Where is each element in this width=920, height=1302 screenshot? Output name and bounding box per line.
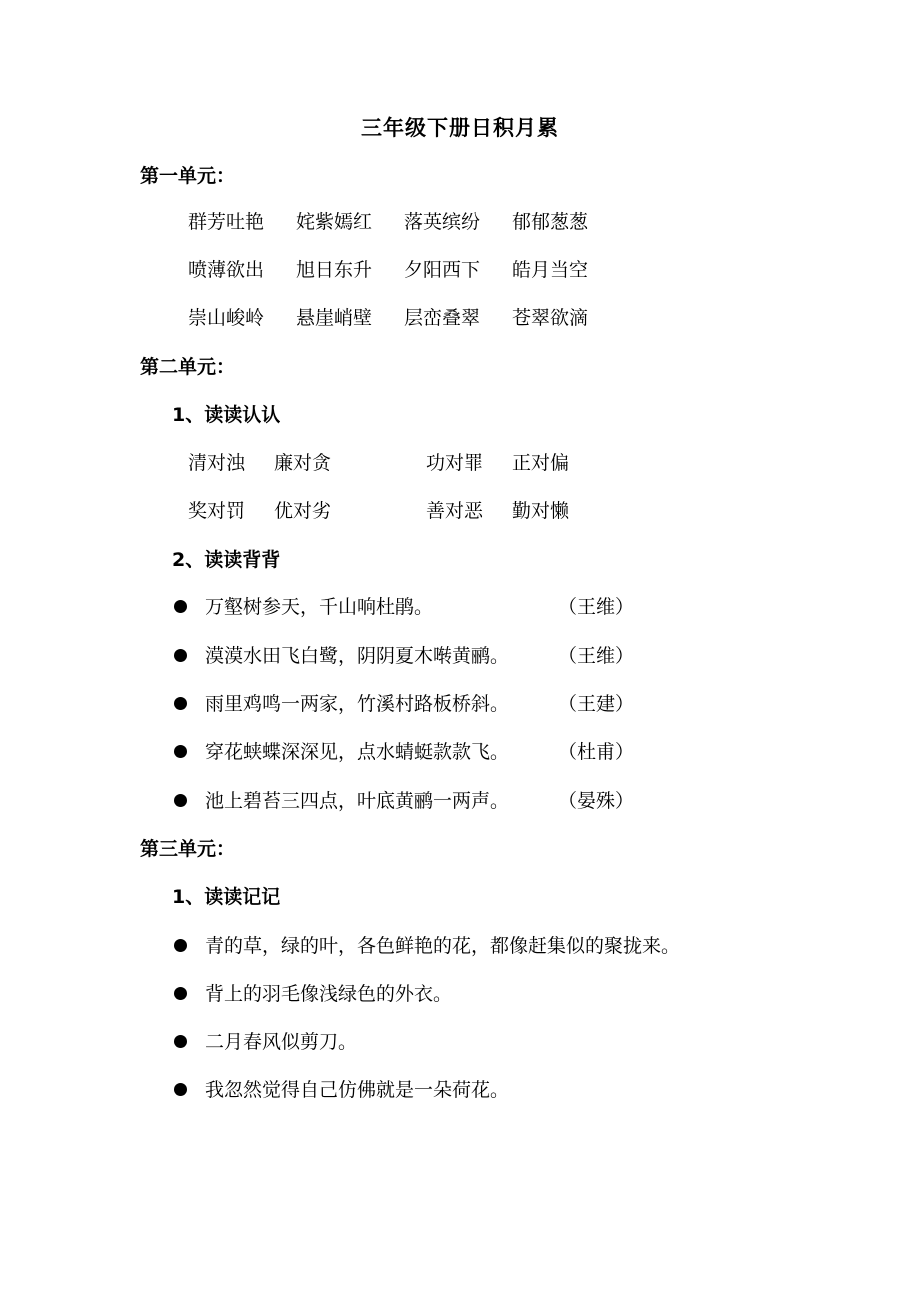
page-title: 三年级下册日积月累 bbox=[361, 116, 559, 140]
word-pair: 清对浊 bbox=[188, 452, 246, 474]
word-pair: 正对偏 bbox=[512, 452, 570, 474]
bullet-icon bbox=[174, 649, 187, 662]
word-pair: 廉对贪 bbox=[274, 452, 332, 474]
idiom: 夕阳西下 bbox=[404, 259, 481, 281]
poem-text: 万壑树参天，千山响杜鹃。 bbox=[205, 596, 434, 618]
idiom: 旭日东升 bbox=[296, 259, 373, 281]
word-pair: 优对劣 bbox=[274, 500, 332, 522]
bullet-icon bbox=[174, 697, 187, 710]
poem-text: 漠漠水田飞白鹭，阴阴夏木啭黄鹂。 bbox=[205, 645, 510, 667]
poem-text: 穿花蛱蝶深深见，点水蜻蜓款款飞。 bbox=[205, 741, 510, 763]
word-pair: 功对罪 bbox=[426, 452, 484, 474]
unit1-heading: 第一单元： bbox=[140, 165, 236, 187]
unit2-section2-heading: 2、读读背背 bbox=[172, 549, 281, 571]
bullet-icon bbox=[174, 600, 187, 613]
bullet-icon bbox=[174, 745, 187, 758]
poem-author: （王建） bbox=[558, 693, 635, 715]
word-pair: 善对恶 bbox=[426, 500, 484, 522]
unit2-heading: 第二单元： bbox=[140, 356, 236, 378]
word-pair: 勤对懒 bbox=[512, 500, 570, 522]
idiom: 苍翠欲滴 bbox=[512, 307, 589, 329]
idiom: 群芳吐艳 bbox=[188, 211, 265, 233]
unit2-section1-heading: 1、读读认认 bbox=[172, 404, 281, 426]
bullet-icon bbox=[174, 987, 187, 1000]
idiom: 悬崖峭壁 bbox=[296, 307, 373, 329]
unit3-section1-heading: 1、读读记记 bbox=[172, 886, 281, 908]
poem-author: （王维） bbox=[558, 645, 635, 667]
idiom: 姹紫嫣红 bbox=[296, 211, 373, 233]
word-pair: 奖对罚 bbox=[188, 500, 246, 522]
idiom: 皓月当空 bbox=[512, 259, 589, 281]
sentence-text: 青的草，绿的叶，各色鲜艳的花，都像赶集似的聚拢来。 bbox=[205, 935, 681, 957]
idiom: 喷薄欲出 bbox=[188, 259, 265, 281]
poem-text: 雨里鸡鸣一两家，竹溪村路板桥斜。 bbox=[205, 693, 510, 715]
bullet-icon bbox=[174, 1035, 187, 1048]
idiom: 郁郁葱葱 bbox=[512, 211, 589, 233]
idiom: 崇山峻岭 bbox=[188, 307, 265, 329]
bullet-icon bbox=[174, 1083, 187, 1096]
idiom: 落英缤纷 bbox=[404, 211, 481, 233]
sentence-text: 背上的羽毛像浅绿色的外衣。 bbox=[205, 983, 453, 1005]
poem-text: 池上碧苔三四点，叶底黄鹂一两声。 bbox=[205, 790, 510, 812]
poem-author: （杜甫） bbox=[558, 741, 635, 763]
bullet-icon bbox=[174, 939, 187, 952]
bullet-icon bbox=[174, 794, 187, 807]
poem-author: （王维） bbox=[558, 596, 635, 618]
idiom: 层峦叠翠 bbox=[404, 307, 481, 329]
sentence-text: 我忽然觉得自己仿佛就是一朵荷花。 bbox=[205, 1079, 510, 1101]
sentence-text: 二月春风似剪刀。 bbox=[205, 1031, 358, 1053]
poem-author: （晏殊） bbox=[558, 790, 635, 812]
unit3-heading: 第三单元： bbox=[140, 838, 236, 860]
